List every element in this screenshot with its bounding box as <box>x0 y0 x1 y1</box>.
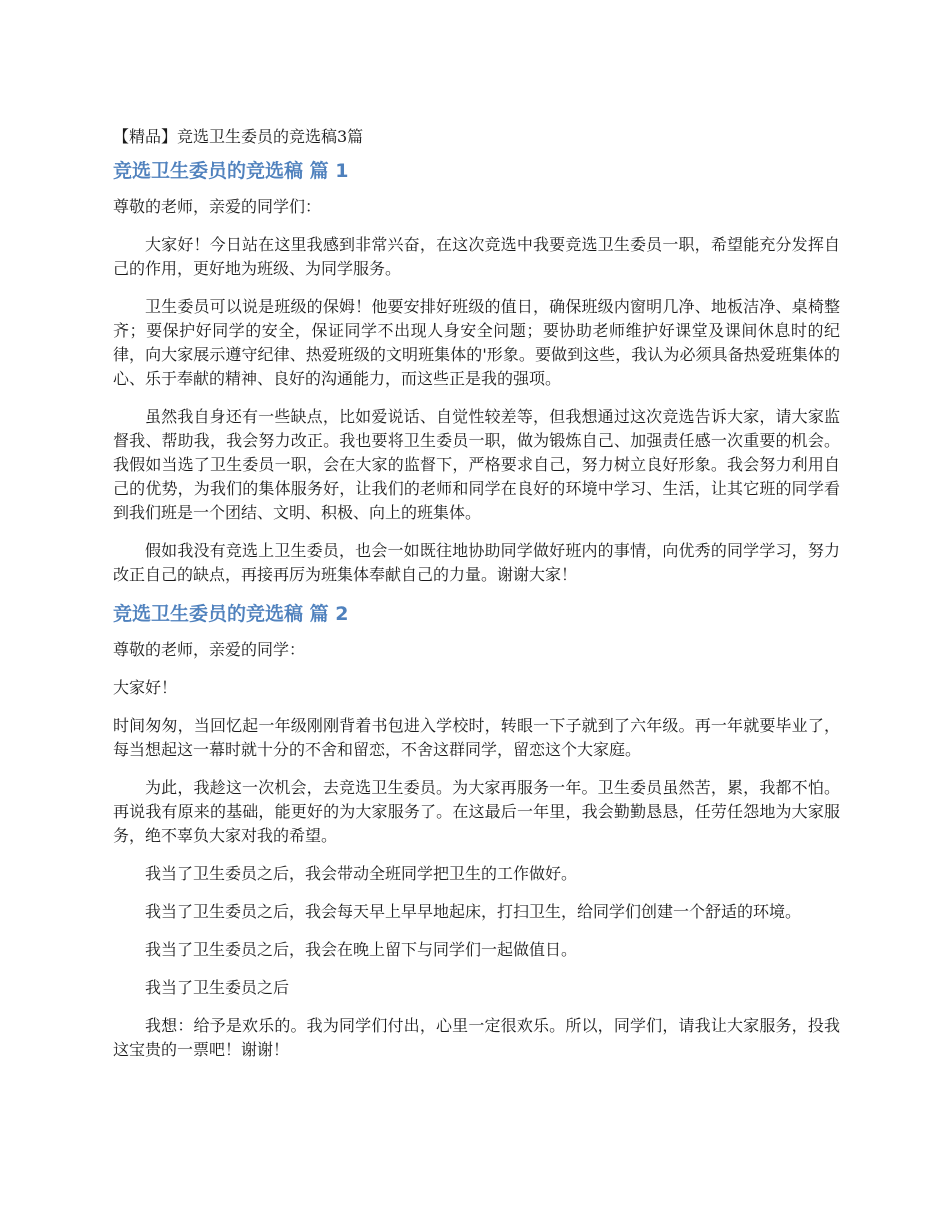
document-title: 【精品】竞选卫生委员的竞选稿3篇 <box>113 127 364 146</box>
section-2-paragraph: 我当了卫生委员之后 <box>145 978 290 997</box>
section-2-paragraph: 我想：给予是欢乐的。我为同学们付出，心里一定很欢乐。所以，同学们，请我让大家服务，投我这宝贵的一票吧！谢谢！ <box>113 1016 840 1059</box>
document-page <box>113 125 840 1076</box>
section-1-paragraph: 虽然我自身还有一些缺点，比如爱说话、自觉性较差等，但我想通过这次竞选告诉大家，请大家监督我、帮助我，我会努力改正。我也要将卫生委员一职，做为锻炼自己、加强责任感一次重要的机会。我假如当选了卫生委员一职，会在大家的监督下，严格要求自己，努力树立良好形象。我会努力利用自己的优势，为我们的集体服务好，让我们的老师和同学在良好的环境中学习、生活，让其它班的同学看到我们班是一个团结、文明、积极、向上的班集体。 <box>113 407 840 522</box>
section-2-heading: 竞选卫生委员的竞选稿 篇 2 <box>113 603 349 625</box>
section-2-salutation: 尊敬的老师，亲爱的同学： <box>113 640 306 659</box>
section-1 <box>113 158 840 587</box>
section-2-paragraph: 我当了卫生委员之后，我会每天早上早早地起床，打扫卫生，给同学们创建一个舒适的环境。 <box>145 902 802 921</box>
section-1-heading: 竞选卫生委员的竞选稿 篇 1 <box>113 160 349 182</box>
section-2-paragraph: 我当了卫生委员之后，我会在晚上留下与同学们一起做值日。 <box>145 940 578 959</box>
section-1-salutation: 尊敬的老师，亲爱的同学们： <box>113 197 322 216</box>
section-2-paragraph: 时间匆匆，当回忆起一年级刚刚背着书包进入学校时，转眼一下子就到了六年级。再一年就要毕业了，每当想起这一幕时就十分的不舍和留恋，不舍这群同学，留恋这个大家庭。 <box>113 716 840 759</box>
section-2-greeting: 大家好！ <box>113 678 178 697</box>
section-1-paragraph: 卫生委员可以说是班级的保姆！他要安排好班级的值日，确保班级内窗明几净、地板洁净、桌椅整齐；要保护好同学的安全，保证同学不出现人身安全问题；要协助老师维护好课堂及课间休息时的纪律，向大家展示遵守纪律、热爱班级的文明班集体的'形象。要做到这些，我认为必须具备热爱班集体的心、乐于奉献的精神、良好的沟通能力，而这些正是我的强项。 <box>113 297 840 388</box>
section-1-paragraph: 假如我没有竞选上卫生委员，也会一如既往地协助同学做好班内的事情，向优秀的同学学习，努力改正自己的缺点，再接再厉为班集体奉献自己的力量。谢谢大家！ <box>113 541 840 584</box>
section-2-paragraph: 为此，我趁这一次机会，去竞选卫生委员。为大家再服务一年。卫生委员虽然苦，累，我都不怕。再说我有原来的基础，能更好的为大家服务了。在这最后一年里，我会勤勤恳恳，任劳任怨地为大家服务，绝不辜负大家对我的希望。 <box>113 778 840 845</box>
section-1-paragraph: 大家好！今日站在这里我感到非常兴奋，在这次竞选中我要竞选卫生委员一职，希望能充分发挥自己的作用，更好地为班级、为同学服务。 <box>113 235 840 278</box>
section-2-paragraph: 我当了卫生委员之后，我会带动全班同学把卫生的工作做好。 <box>145 864 578 883</box>
section-2 <box>113 601 840 1062</box>
